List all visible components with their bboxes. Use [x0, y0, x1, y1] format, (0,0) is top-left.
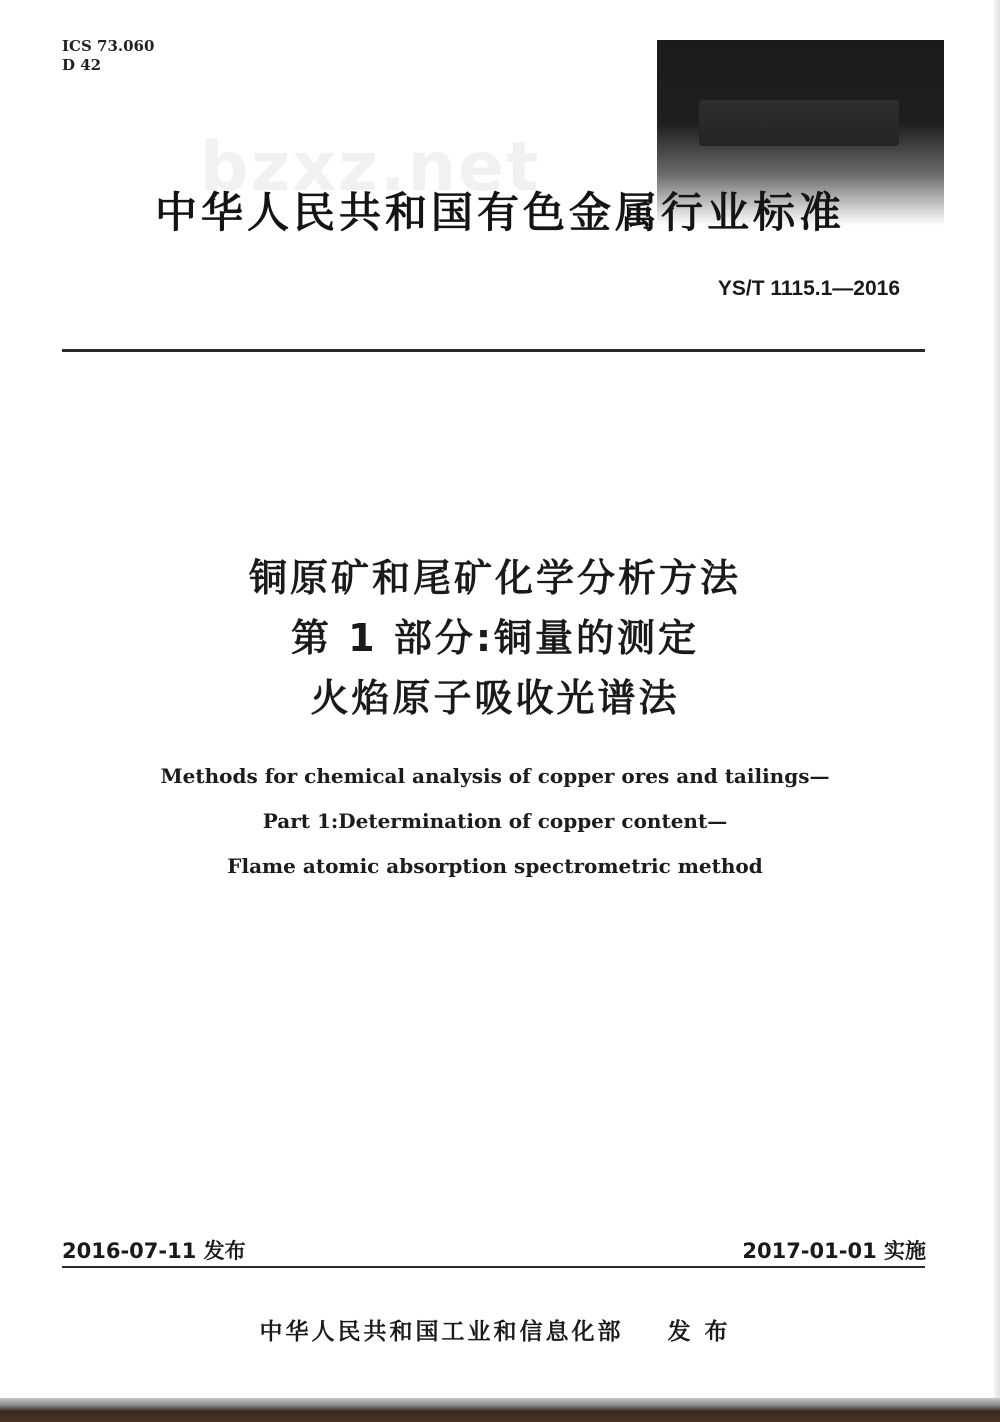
scan-edge-bottom [0, 1398, 1000, 1422]
title-en-line-1: Methods for chemical analysis of copper ores and tailings— [160, 764, 830, 788]
classification-codes [62, 37, 154, 75]
issue-date: 2016-07-11 发布 [62, 1239, 246, 1263]
publisher-name: 中华人民共和国工业和信息化部 [259, 1319, 624, 1345]
ics-code: ICS 73.060 [62, 37, 155, 55]
standard-category: 中华人民共和国有色金属行业标准 [154, 188, 845, 237]
title-en-line-2: Part 1:Determination of copper content— [262, 809, 728, 833]
top-divider [62, 349, 925, 352]
title-en-line-3: Flame atomic absorption spectrometric method [227, 854, 763, 878]
implementation-date: 2017-01-01 实施 [742, 1239, 926, 1263]
title-cn-line-3: 火焰原子吸收光谱法 [310, 676, 680, 720]
publish-label: 发 布 [667, 1319, 731, 1345]
logo-mark-icon [699, 100, 899, 146]
standard-number: YS/T 1115.1—2016 [717, 277, 900, 300]
watermark: bzxz.net [200, 128, 541, 207]
bottom-divider [62, 1266, 925, 1268]
title-english [0, 754, 990, 889]
title-cn-line-1: 铜原矿和尾矿化学分析方法 [248, 556, 741, 600]
ccs-code: D 42 [62, 56, 102, 74]
scan-edge-right [994, 0, 1000, 1422]
publisher-line [0, 1313, 990, 1346]
title-cn-line-2: 第 1 部分:铜量的测定 [290, 616, 700, 660]
title-chinese [0, 548, 990, 728]
